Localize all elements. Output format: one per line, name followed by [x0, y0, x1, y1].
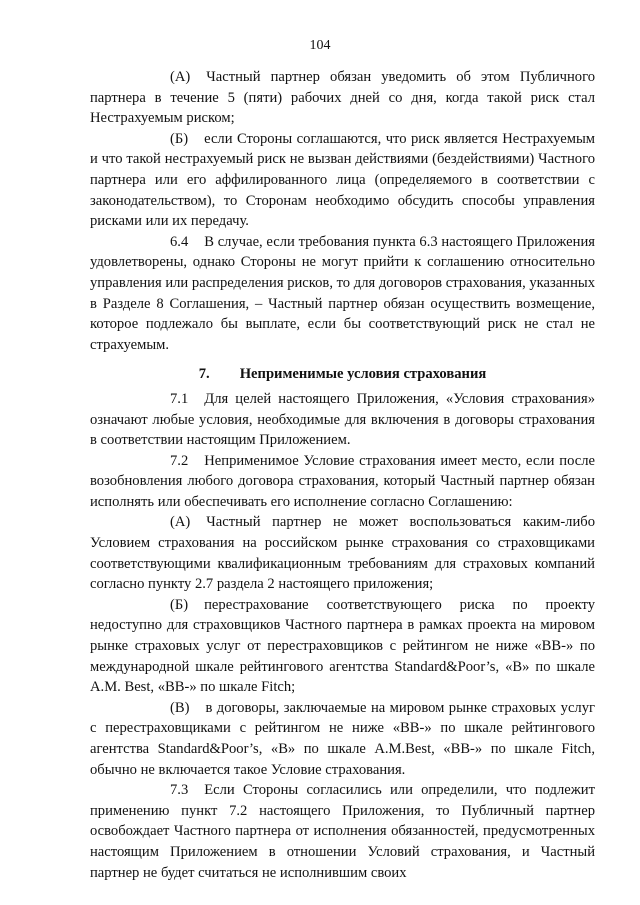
paragraph-item-a — [90, 512, 595, 594]
paragraph-label: (Б) — [170, 596, 189, 613]
paragraph-label: 7.3 — [170, 782, 189, 799]
paragraph-text: Неприменимое Условие страхования имеет место, если после возобновления любого договора страхования, который Частный партнер обязан исполнять или обеспечивать его исполнение согласно Соглашению: — [90, 452, 595, 510]
paragraph-text: Частный партнер не может воспользоваться каким-либо Условием страхования на российском рынке страхования со страховщиками соответствующими квалификационным требованиям для страховых компаний согласно пункту 2.7 раздела 2 настоящего приложения; — [90, 514, 595, 593]
paragraph-6-4 — [90, 232, 595, 356]
section-heading — [90, 364, 595, 385]
paragraph-text: Частный партнер обязан уведомить об этом Публичного партнера в течение 5 (пяти) рабочих дней со дня, когда такой риск стал Нестрахуемым риском; — [90, 69, 595, 127]
paragraph-label: 7.1 — [170, 390, 189, 407]
paragraph-label: 6.4 — [170, 233, 189, 250]
paragraph-text: В случае, если требования пункта 6.3 настоящего Приложения удовлетворены, однако Стороны не могут прийти к соглашению относительно управления или распределения рисков, то для договоров страхования, указанных в Разделе 8 Соглашения, – Частный партнер обязан осуществить возмещение, которое подлежало бы выплате, если бы соответствующий риск не стал не страхуемым. — [90, 233, 595, 353]
page-number: 104 — [309, 38, 331, 53]
paragraph-label: 7.2 — [170, 452, 189, 469]
paragraph-text: Для целей настоящего Приложения, «Условия страхования» означают любые условия, необходимые для включения в договоры страхования в соответствии настоящим Приложением. — [90, 390, 595, 449]
paragraph-label: (Б) — [170, 130, 189, 147]
paragraph-label: (А) — [170, 514, 191, 531]
paragraph-text: в договоры, заключаемые на мировом рынке страховых услуг с перестраховщиками с рейтингом не ниже «ВВ-» по шкале рейтингового агентства Standard&Poor’s, «В» по шкале A.M.Best, «ВВ-» по шкале Fitch, обычно не включается такое Условие страхования. — [90, 699, 595, 778]
paragraph-label: (В) — [170, 699, 190, 716]
paragraph-item-a — [90, 67, 595, 129]
paragraph-text: перестрахование соответствующего риска по проекту недоступно для страховщиков Частного партнера в рамках проекта на мировом рынке страховых услуг от перестраховщиков с рейтингом не ниже «ВВ-» по международной шкале рейтингового агентства Standard&Poor’s, «В» по шкале A.M. Best, «ВВ-» по шкале Fitch; — [90, 596, 595, 696]
paragraph-7-3 — [90, 780, 595, 883]
paragraph-item-b — [90, 595, 595, 698]
section-number: 7. — [198, 366, 210, 383]
paragraph-item-b — [90, 129, 595, 232]
document-body — [90, 67, 595, 883]
section-title: Неприменимые условия страхования — [239, 366, 487, 383]
paragraph-7-2 — [90, 451, 595, 513]
paragraph-text: Если Стороны согласились или определили, что подлежит применению пункт 7.2 настоящего Приложения, то Публичный партнер освобождает Частного партнера от исполнения обязанностей, предусмотренных настоящим Приложением в отношении Условий страхования, и Частный партнер не будет считаться не исполнившим своих — [90, 782, 595, 881]
paragraph-item-v — [90, 698, 595, 780]
paragraph-label: (А) — [170, 69, 191, 85]
paragraph-text: если Стороны соглашаются, что риск является Нестрахуемым и что такой нестрахуемый риск не вызван действиями (бездействиями) Частного партнера или его аффилированного лица (определяемого в соответствии с законодательством), то Сторонам необходимо обсудить способы управления рисками или их передачу. — [90, 130, 595, 230]
paragraph-7-1 — [90, 389, 595, 451]
